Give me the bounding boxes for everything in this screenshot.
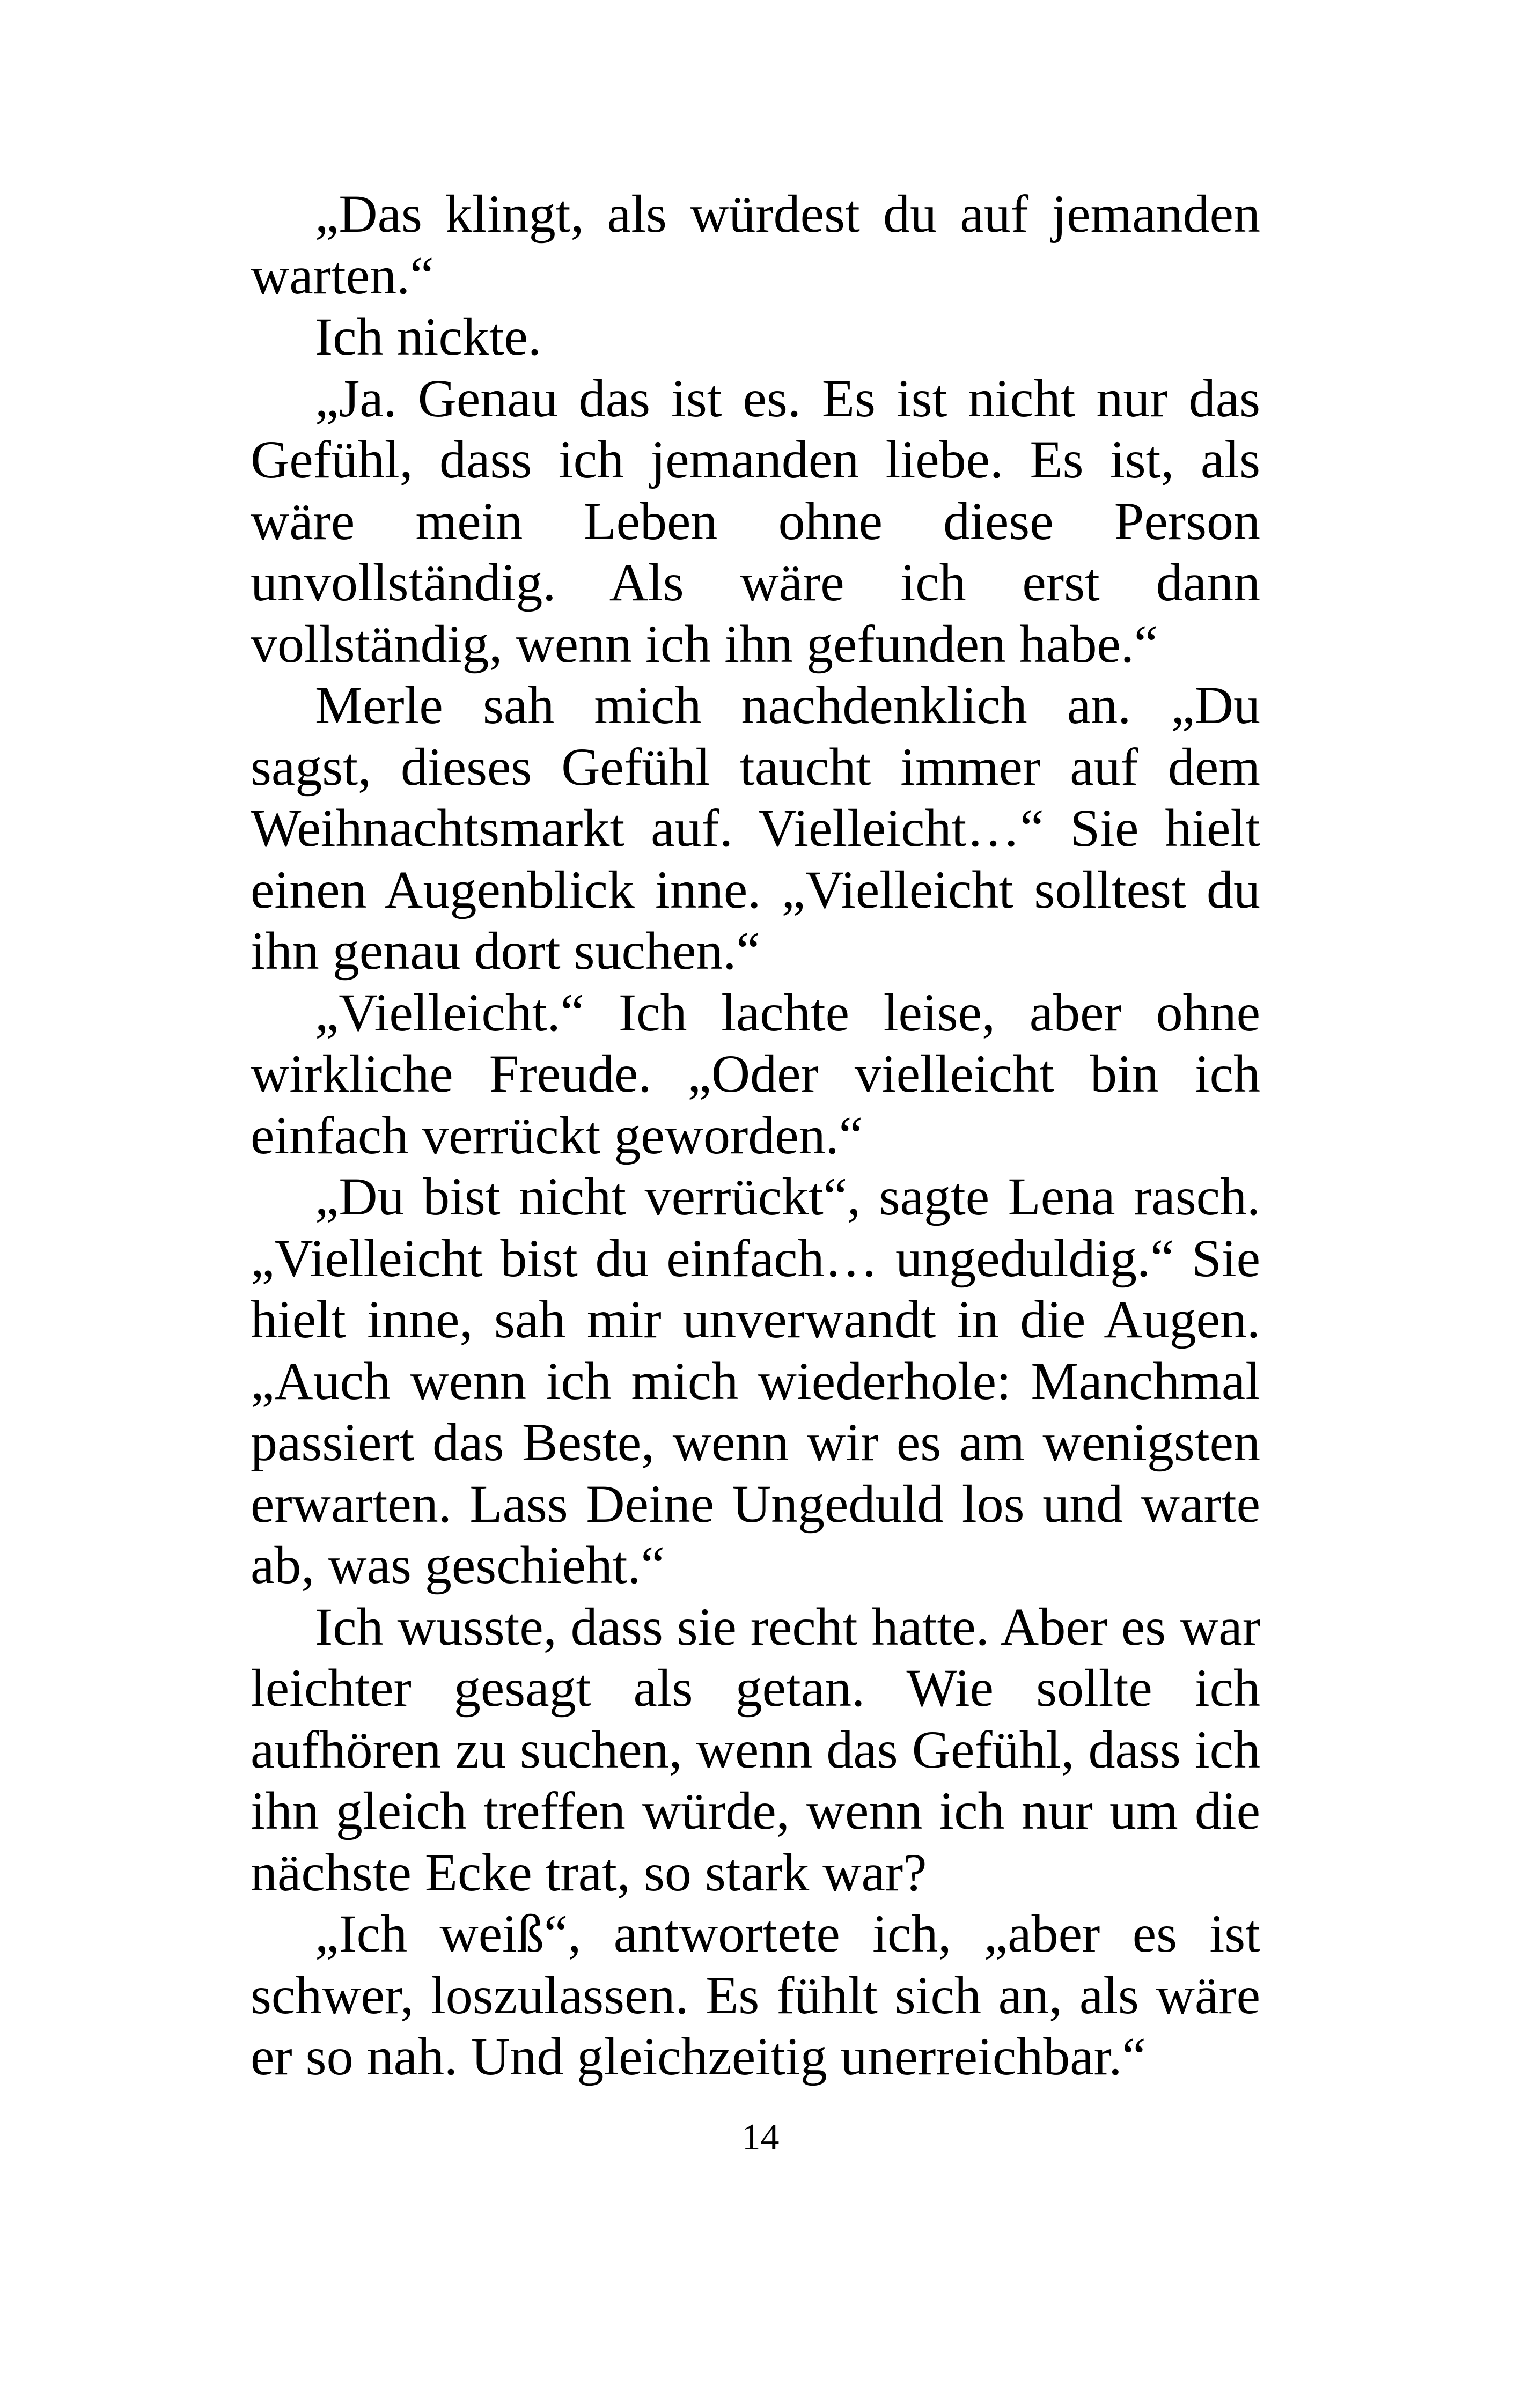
paragraph-3: „Ja. Genau das ist es. Es ist nicht nur das Gefühl, dass ich jemanden liebe. Es ist, als wäre mein Leben ohne diese Person unvollständig. Als wäre ich erst dann vollständig, wenn ich ihn gefunden habe.“: [251, 368, 1260, 674]
paragraph-8: „Ich weiß“, antwortete ich, „aber es ist schwer, loszulassen. Es fühlt sich an, als wäre er so nah. Und gleichzeitig unerreichbar.“: [251, 1904, 1260, 2086]
paragraph-2: Ich nickte.: [315, 307, 542, 366]
body-text: [251, 183, 1260, 2088]
paragraph-6: „Du bist nicht verrückt“, sagte Lena rasch. „Vielleicht bist du einfach… ungeduldig.“ Sie hielt inne, sah mir unverwandt in die Augen. „Auch wenn ich mich wiederhole: Manchmal passiert das Beste, wenn wir es am wenigsten erwarten. Lass Deine Ungeduld los und warte ab, was geschieht.“: [251, 1167, 1260, 1595]
paragraph-7: Ich wusste, dass sie recht hatte. Aber es war leichter gesagt als getan. Wie sollte ich aufhören zu suchen, wenn das Gefühl, dass ich ihn gleich treffen würde, wenn ich nur um die nächste Ecke trat, so stark war?: [251, 1596, 1260, 1902]
paragraph-1: „Das klingt, als würdest du auf jemanden warten.“: [251, 184, 1260, 305]
page-number: 14: [741, 2117, 780, 2158]
paragraph-5: „Vielleicht.“ Ich lachte leise, aber ohne wirkliche Freude. „Oder vielleicht bin ich einfach verrückt geworden.“: [251, 982, 1260, 1165]
paragraph-4: Merle sah mich nachdenklich an. „Du sagst, dieses Gefühl taucht immer auf dem Weihnachtsmarkt auf. Vielleicht…“ Sie hielt einen Augenblick inne. „Vielleicht solltest du ihn genau dort suchen.“: [251, 675, 1260, 981]
